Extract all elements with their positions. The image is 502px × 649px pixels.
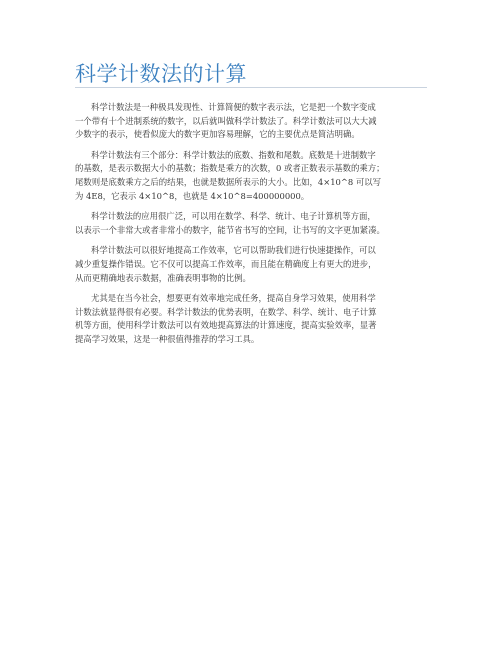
paragraph-5: [75, 292, 427, 346]
paragraph-line: 科学计数法的应用很广泛，可以用在数学、科学、统计、电子计算机等方面，: [91, 211, 376, 222]
paragraph-line: 一个带有十个进制系统的数字，以后就叫做科学计数法了。科学计数法可以大大减: [75, 115, 377, 126]
paragraph-line: 从而更精确地表示数据，准确表明事物的比例。: [75, 272, 251, 283]
paragraph-line: 科学计数法是一种极具发现性、计算简便的数字表示法，它是把一个数字变成: [91, 102, 376, 112]
title-divider: [75, 87, 427, 88]
paragraph-line: 提高学习效果，这是一种很值得推荐的学习工具。: [75, 333, 260, 344]
paragraph-line: 尤其是在当今社会，想要更有效率地完成任务，提高自身学习效果，使用科学: [91, 293, 376, 304]
paragraph-line: 为 4E8，它表示 4×10^8，也就是 4×10^8=400000000。: [75, 190, 310, 201]
paragraph-line: 以表示一个非常大或者非常小的数字，能节省书写的空间，让书写的文字更加紧凑。: [75, 224, 385, 235]
paragraph-1: [75, 101, 427, 142]
paragraph-line: 少数字的表示，使看似庞大的数字更加容易理解，它的主要优点是简洁明确。: [75, 129, 360, 140]
paragraph-2: [75, 149, 427, 203]
paragraph-line: 计数法就显得很有必要。科学计数法的优势表明，在数学、科学、统计、电子计算: [75, 306, 377, 317]
paragraph-line: 科学计数法可以很好地提高工作效率，它可以帮助我们进行快速捷操作，可以: [91, 245, 376, 256]
document-title: 科学计数法的计算: [75, 62, 247, 86]
paragraph-line: 机等方面，使用科学计数法可以有效地提高算法的计算速度，提高实验效率，显著: [75, 320, 377, 331]
document-body: [75, 101, 427, 354]
paragraph-line: 尾数则是底数乘方之后的结果，也就是数据所表示的大小。比如，4×10^8 可以写: [75, 176, 382, 187]
paragraph-3: [75, 210, 427, 237]
paragraph-line: 科学计数法有三个部分：科学计数法的底数、指数和尾数。底数是十进制数字: [91, 149, 376, 160]
paragraph-line: 的基数，是表示数据大小的基数；指数是乘方的次数，0 或者正数表示基数的乘方；: [75, 163, 385, 174]
paragraph-line: 减少重复操作错误。它不仅可以提高工作效率，而且能在精确度上有更大的进步，: [75, 258, 377, 269]
paragraph-4: [75, 244, 427, 285]
